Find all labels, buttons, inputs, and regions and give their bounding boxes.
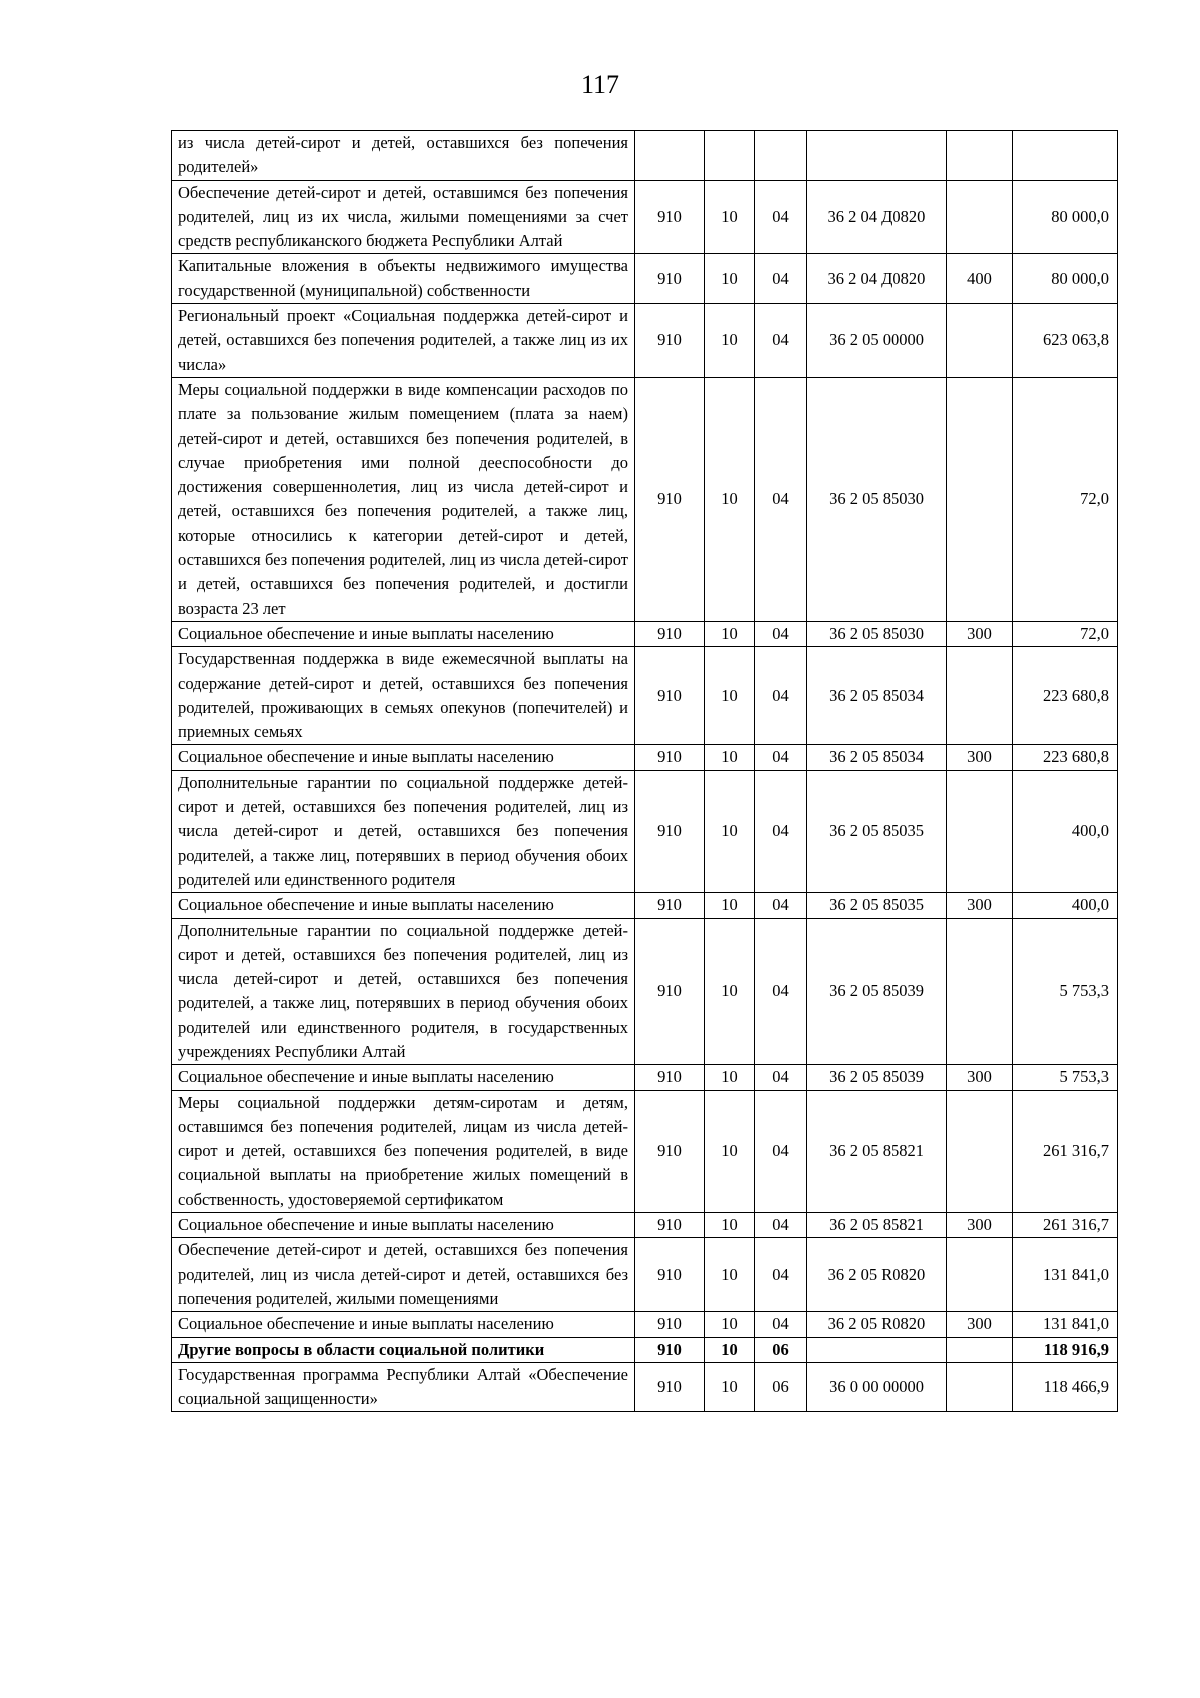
subsection-code-cell: 04 [755,304,807,378]
section-code-cell: 10 [705,1090,755,1212]
target-article-cell: 36 2 05 85030 [807,377,947,621]
target-article-cell [807,1337,947,1362]
ministry-code-cell [635,131,705,181]
subsection-code-cell: 04 [755,745,807,770]
ministry-code-cell: 910 [635,621,705,646]
row-name-cell: Социальное обеспечение и иные выплаты населению [172,893,635,918]
expense-type-cell: 300 [947,893,1013,918]
ministry-code-cell: 910 [635,1362,705,1412]
amount-cell: 72,0 [1013,377,1118,621]
ministry-code-cell: 910 [635,745,705,770]
target-article-cell: 36 2 05 85035 [807,893,947,918]
section-code-cell: 10 [705,304,755,378]
section-code-cell: 10 [705,1337,755,1362]
row-name-cell: Меры социальной поддержки детям-сиротам и детям, оставшимся без попечения родителей, лицам из числа детей-сирот и детей, оставшихся без попечения родителей, в виде социальной выплаты на приобретение жилых помещений в собственность, удостоверяемой сертификатом [172,1090,635,1212]
ministry-code-cell: 910 [635,1065,705,1090]
expense-type-cell: 300 [947,745,1013,770]
amount-cell: 131 841,0 [1013,1238,1118,1312]
page-number: 117 [580,70,620,99]
section-code-cell [705,131,755,181]
amount-cell: 5 753,3 [1013,1065,1118,1090]
section-code-cell: 10 [705,893,755,918]
expense-type-cell [947,1337,1013,1362]
expense-type-cell [947,1362,1013,1412]
ministry-code-cell: 910 [635,1337,705,1362]
ministry-code-cell: 910 [635,770,705,892]
table-row [172,1213,1118,1238]
ministry-code-cell: 910 [635,918,705,1065]
expense-type-cell [947,377,1013,621]
ministry-code-cell: 910 [635,1213,705,1238]
subsection-code-cell: 04 [755,377,807,621]
subsection-code-cell: 04 [755,1238,807,1312]
amount-cell: 400,0 [1013,770,1118,892]
ministry-code-cell: 910 [635,1312,705,1337]
expense-type-cell [947,647,1013,745]
row-name-cell: Социальное обеспечение и иные выплаты населению [172,621,635,646]
amount-cell: 5 753,3 [1013,918,1118,1065]
expense-type-cell [947,918,1013,1065]
target-article-cell: 36 2 05 85039 [807,1065,947,1090]
amount-cell [1013,131,1118,181]
table-row [172,304,1118,378]
expense-type-cell: 300 [947,1213,1013,1238]
expense-type-cell [947,1090,1013,1212]
subsection-code-cell: 04 [755,180,807,254]
row-name-cell: Социальное обеспечение и иные выплаты населению [172,1213,635,1238]
section-code-cell: 10 [705,377,755,621]
row-name-cell: Социальное обеспечение и иные выплаты населению [172,745,635,770]
expense-type-cell: 400 [947,254,1013,304]
table-row [172,1362,1118,1412]
subsection-code-cell: 04 [755,1312,807,1337]
subsection-code-cell: 06 [755,1362,807,1412]
ministry-code-cell: 910 [635,180,705,254]
subsection-code-cell [755,131,807,181]
table-row [172,1238,1118,1312]
row-name-cell: Социальное обеспечение и иные выплаты населению [172,1065,635,1090]
target-article-cell: 36 2 05 00000 [807,304,947,378]
ministry-code-cell: 910 [635,254,705,304]
amount-cell: 261 316,7 [1013,1213,1118,1238]
amount-cell: 118 916,9 [1013,1337,1118,1362]
budget-table [171,130,1118,1412]
table-row [172,1090,1118,1212]
table-row [172,918,1118,1065]
target-article-cell: 36 2 04 Д0820 [807,180,947,254]
target-article-cell: 36 2 05 85821 [807,1090,947,1212]
amount-cell: 223 680,8 [1013,647,1118,745]
section-code-cell: 10 [705,745,755,770]
amount-cell: 72,0 [1013,621,1118,646]
table-row [172,377,1118,621]
amount-cell: 261 316,7 [1013,1090,1118,1212]
section-code-cell: 10 [705,918,755,1065]
section-code-cell: 10 [705,180,755,254]
table-row [172,893,1118,918]
ministry-code-cell: 910 [635,377,705,621]
target-article-cell: 36 2 05 85034 [807,745,947,770]
ministry-code-cell: 910 [635,893,705,918]
expense-type-cell [947,770,1013,892]
section-code-cell: 10 [705,621,755,646]
table-row [172,770,1118,892]
ministry-code-cell: 910 [635,1090,705,1212]
budget-table-body [172,131,1118,1412]
row-name-cell: Социальное обеспечение и иные выплаты населению [172,1312,635,1337]
section-code-cell: 10 [705,1362,755,1412]
ministry-code-cell: 910 [635,304,705,378]
ministry-code-cell: 910 [635,647,705,745]
section-code-cell: 10 [705,1238,755,1312]
subsection-code-cell: 04 [755,1090,807,1212]
subsection-code-cell: 06 [755,1337,807,1362]
row-name-cell: Региональный проект «Социальная поддержка детей-сирот и детей, оставшихся без попечения родителей, а также лиц из их числа» [172,304,635,378]
row-name-cell: Другие вопросы в области социальной политики [172,1337,635,1362]
row-name-cell: Капитальные вложения в объекты недвижимого имущества государственной (муниципальной) собственности [172,254,635,304]
section-code-cell: 10 [705,1213,755,1238]
target-article-cell: 36 2 05 R0820 [807,1312,947,1337]
subsection-code-cell: 04 [755,770,807,892]
table-row [172,621,1118,646]
amount-cell: 131 841,0 [1013,1312,1118,1337]
amount-cell: 80 000,0 [1013,254,1118,304]
amount-cell: 80 000,0 [1013,180,1118,254]
target-article-cell: 36 2 05 85035 [807,770,947,892]
table-row [172,647,1118,745]
target-article-cell: 36 2 05 85821 [807,1213,947,1238]
expense-type-cell [947,180,1013,254]
table-row [172,1312,1118,1337]
target-article-cell: 36 2 05 85039 [807,918,947,1065]
table-row [172,180,1118,254]
ministry-code-cell: 910 [635,1238,705,1312]
row-name-cell: Меры социальной поддержки в виде компенсации расходов по плате за пользование жилым помещением (плата за наем) детей-сирот и детей, оставшихся без попечения родителей, в случае приобретения ими полной дееспособности до достижения совершеннолетия, лиц из числа детей-сирот и детей, оставшихся без попечения родителей, а также лиц, которые относились к категории детей-сирот и детей, оставшихся без попечения родителей, лиц из числа детей-сирот и детей, оставшихся без попечения родителей, и достигли возраста 23 лет [172,377,635,621]
section-code-cell: 10 [705,254,755,304]
target-article-cell: 36 2 05 R0820 [807,1238,947,1312]
target-article-cell: 36 2 05 85034 [807,647,947,745]
subsection-code-cell: 04 [755,254,807,304]
subsection-code-cell: 04 [755,918,807,1065]
section-code-cell: 10 [705,770,755,892]
expense-type-cell: 300 [947,1065,1013,1090]
table-row [172,1065,1118,1090]
subsection-code-cell: 04 [755,893,807,918]
expense-type-cell [947,304,1013,378]
table-row [172,254,1118,304]
row-name-cell: Дополнительные гарантии по социальной поддержке детей-сирот и детей, оставшихся без попечения родителей, лиц из числа детей-сирот и детей, оставшихся без попечения родителей, а также лиц, потерявших в период обучения обоих родителей или единственного родителя, в государственных учреждениях Республики Алтай [172,918,635,1065]
subsection-code-cell: 04 [755,621,807,646]
target-article-cell [807,131,947,181]
row-name-cell: Обеспечение детей-сирот и детей, оставшихся без попечения родителей, лиц из числа детей-сирот и детей, оставшихся без попечения родителей, жилыми помещениями [172,1238,635,1312]
target-article-cell: 36 0 00 00000 [807,1362,947,1412]
target-article-cell: 36 2 04 Д0820 [807,254,947,304]
target-article-cell: 36 2 05 85030 [807,621,947,646]
section-code-cell: 10 [705,647,755,745]
section-code-cell: 10 [705,1065,755,1090]
section-code-cell: 10 [705,1312,755,1337]
subsection-code-cell: 04 [755,1065,807,1090]
table-row [172,131,1118,181]
subsection-code-cell: 04 [755,1213,807,1238]
row-name-cell: Государственная программа Республики Алтай «Обеспечение социальной защищенности» [172,1362,635,1412]
expense-type-cell [947,1238,1013,1312]
expense-type-cell: 300 [947,621,1013,646]
expense-type-cell [947,131,1013,181]
amount-cell: 623 063,8 [1013,304,1118,378]
expense-type-cell: 300 [947,1312,1013,1337]
row-name-cell: Обеспечение детей-сирот и детей, оставшимся без попечения родителей, лиц из их числа, жилыми помещениями за счет средств республиканского бюджета Республики Алтай [172,180,635,254]
amount-cell: 118 466,9 [1013,1362,1118,1412]
row-name-cell: Государственная поддержка в виде ежемесячной выплаты на содержание детей-сирот и детей, оставшихся без попечения родителей, проживающих в семьях опекунов (попечителей) и приемных семьях [172,647,635,745]
table-row [172,1337,1118,1362]
subsection-code-cell: 04 [755,647,807,745]
amount-cell: 223 680,8 [1013,745,1118,770]
row-name-cell: Дополнительные гарантии по социальной поддержке детей-сирот и детей, оставшихся без попечения родителей, лиц из числа детей-сирот и детей, оставшихся без попечения родителей, а также лиц, потерявших в период обучения обоих родителей или единственного родителя [172,770,635,892]
row-name-cell: из числа детей-сирот и детей, оставшихся без попечения родителей» [172,131,635,181]
amount-cell: 400,0 [1013,893,1118,918]
table-row [172,745,1118,770]
